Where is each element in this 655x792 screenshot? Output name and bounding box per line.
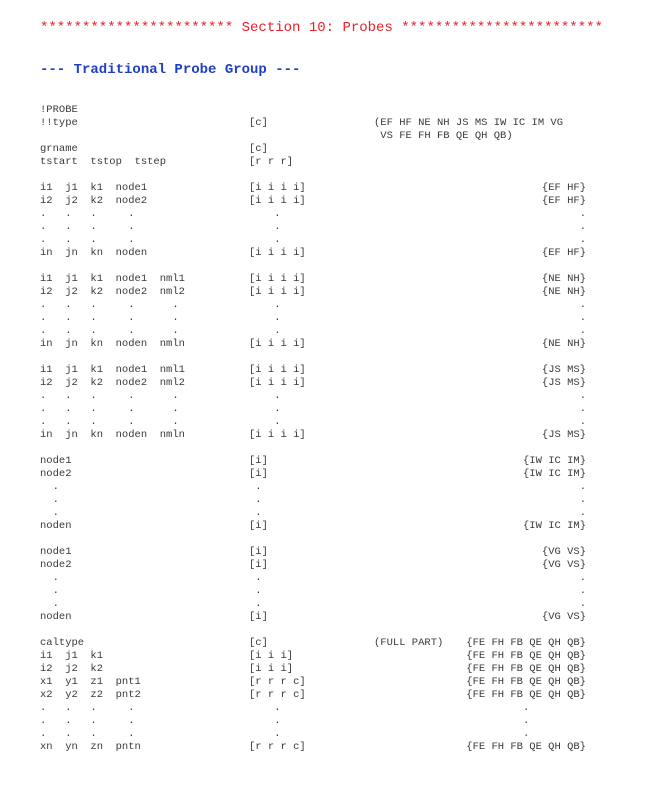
spec-line-params: node2 xyxy=(40,468,72,480)
spec-line-params: . . . . xyxy=(40,221,135,233)
spec-line-flags: {JS MS} xyxy=(541,364,586,376)
spec-line-params: . xyxy=(40,585,59,597)
spec-line-types: [i] xyxy=(249,559,268,571)
spec-line-params: !!type xyxy=(40,117,78,129)
spec-line-params: x2 y2 z2 pnt2 xyxy=(40,689,141,701)
spec-line-flags: {IW IC IM} xyxy=(522,468,586,480)
spec-line-params: x1 y1 z1 pnt1 xyxy=(40,676,141,688)
spec-line-types: [i] xyxy=(249,468,268,480)
spec-line-params: grname xyxy=(40,143,78,155)
spec-line-types: [i i i i] xyxy=(249,364,306,376)
spec-line-params: node2 xyxy=(40,559,72,571)
spec-line-types: [i] xyxy=(249,455,268,467)
spec-line-params: i1 j1 k1 node1 xyxy=(40,182,148,194)
spec-line-flags: . xyxy=(579,390,586,402)
spec-line-types: [i i i] xyxy=(249,650,294,662)
spec-line-params: noden xyxy=(40,520,72,532)
spec-line-params: i2 j2 k2 node2 nml2 xyxy=(40,286,185,298)
spec-line-flags: . xyxy=(579,299,586,311)
spec-line-types: . xyxy=(249,312,281,324)
spec-line-params: tstart tstop tstep xyxy=(40,156,167,168)
spec-line-types: . xyxy=(249,572,262,584)
spec-line-flags: . xyxy=(522,728,586,740)
spec-line-params: in jn kn noden xyxy=(40,247,148,259)
spec-line-params: . . . . xyxy=(40,234,135,246)
spec-line-params: . xyxy=(40,598,59,610)
spec-line-types: . xyxy=(249,403,281,415)
spec-line-flags: {FE FH FB QE QH QB} xyxy=(466,676,586,688)
probe-group-subtitle: --- Traditional Probe Group --- xyxy=(40,62,301,78)
spec-line-flags: {NE NH} xyxy=(541,338,586,350)
spec-line-flags: {FE FH FB QE QH QB} xyxy=(466,689,586,701)
spec-line-types: . xyxy=(249,494,262,506)
spec-line-types: [i] xyxy=(249,611,268,623)
spec-line-types: [r r r c] xyxy=(249,676,306,688)
spec-line-options: VS FE FH FB QE QH QB) xyxy=(374,130,513,142)
spec-line-params: i2 j2 k2 node2 nml2 xyxy=(40,377,185,389)
spec-line-params: !PROBE xyxy=(40,104,78,116)
spec-line-flags: {NE NH} xyxy=(541,286,586,298)
spec-line-flags: . xyxy=(579,325,586,337)
spec-line-params: . . . . . xyxy=(40,403,179,415)
spec-line-types: [i i i i] xyxy=(249,182,306,194)
spec-line-options: (EF HF NE NH JS MS IW IC IM VG xyxy=(374,117,564,129)
spec-line-flags: {VG VS} xyxy=(541,611,586,623)
spec-line-params: i2 j2 k2 node2 xyxy=(40,195,148,207)
spec-line-params: i1 j1 k1 xyxy=(40,650,104,662)
spec-line-flags: . xyxy=(579,416,586,428)
spec-line-types: . xyxy=(249,507,262,519)
spec-line-flags: . xyxy=(579,494,586,506)
spec-line-params: . . . . xyxy=(40,728,135,740)
spec-line-flags: {FE FH FB QE QH QB} xyxy=(466,650,586,662)
spec-line-flags: {IW IC IM} xyxy=(522,520,586,532)
spec-line-params: . . . . . xyxy=(40,312,179,324)
spec-line-flags: . xyxy=(579,221,586,233)
spec-line-types: . xyxy=(249,728,281,740)
spec-line-types: . xyxy=(249,234,281,246)
spec-line-params: . xyxy=(40,494,59,506)
spec-line-params: . . . . . xyxy=(40,325,179,337)
spec-line-types: [r r r c] xyxy=(249,741,306,753)
spec-line-types: [r r r c] xyxy=(249,689,306,701)
spec-line-types: . xyxy=(249,325,281,337)
spec-line-params: . xyxy=(40,481,59,493)
spec-line-types: [i i i i] xyxy=(249,377,306,389)
spec-line-params: caltype xyxy=(40,637,85,649)
spec-line-types: [i i i i] xyxy=(249,429,306,441)
spec-line-flags: . xyxy=(579,312,586,324)
spec-line-flags: . xyxy=(522,702,586,714)
spec-line-types: [i i i i] xyxy=(249,195,306,207)
spec-line-types: . xyxy=(249,481,262,493)
spec-line-types: . xyxy=(249,221,281,233)
spec-line-options: (FULL PART) xyxy=(374,637,444,649)
spec-line-params: . . . . xyxy=(40,208,135,220)
spec-line-types: . xyxy=(249,598,262,610)
spec-line-flags: {FE FH FB QE QH QB} xyxy=(466,663,586,675)
spec-line-types: [r r r] xyxy=(249,156,294,168)
spec-line-flags: . xyxy=(579,208,586,220)
section-title: *********************** Section 10: Probes ************************ xyxy=(40,20,603,36)
spec-line-types: . xyxy=(249,416,281,428)
spec-line-flags: {FE FH FB QE QH QB} xyxy=(466,637,586,649)
spec-line-flags: {VG VS} xyxy=(541,559,586,571)
spec-line-flags: {EF HF} xyxy=(541,247,586,259)
spec-line-flags: . xyxy=(579,481,586,493)
spec-line-params: . . . . . xyxy=(40,390,179,402)
spec-line-flags: {FE FH FB QE QH QB} xyxy=(466,741,586,753)
spec-line-flags: {EF HF} xyxy=(541,182,586,194)
spec-line-flags: {NE NH} xyxy=(541,273,586,285)
spec-line-types: [c] xyxy=(249,143,268,155)
spec-line-params: node1 xyxy=(40,455,72,467)
spec-line-flags: {VG VS} xyxy=(541,546,586,558)
spec-line-types: [i] xyxy=(249,546,268,558)
spec-line-params: . xyxy=(40,507,59,519)
spec-line-params: in jn kn noden nmln xyxy=(40,338,185,350)
spec-line-types: [c] xyxy=(249,637,268,649)
spec-line-flags: {JS MS} xyxy=(541,429,586,441)
spec-line-params: noden xyxy=(40,611,72,623)
spec-line-types: . xyxy=(249,702,281,714)
spec-line-flags: {EF HF} xyxy=(541,195,586,207)
spec-line-params: . . . . . xyxy=(40,299,179,311)
spec-line-params: . xyxy=(40,572,59,584)
spec-line-flags: {JS MS} xyxy=(541,377,586,389)
spec-line-params: . . . . . xyxy=(40,416,179,428)
spec-line-params: i1 j1 k1 node1 nml1 xyxy=(40,364,185,376)
spec-line-params: xn yn zn pntn xyxy=(40,741,141,753)
spec-line-types: [i i i i] xyxy=(249,338,306,350)
spec-line-types: [i i i i] xyxy=(249,273,306,285)
spec-line-params: node1 xyxy=(40,546,72,558)
spec-line-flags: . xyxy=(579,403,586,415)
spec-line-flags: {IW IC IM} xyxy=(522,455,586,467)
spec-line-types: [i] xyxy=(249,520,268,532)
spec-line-types: [i i i] xyxy=(249,663,294,675)
spec-line-types: . xyxy=(249,585,262,597)
spec-line-flags: . xyxy=(522,715,586,727)
spec-line-flags: . xyxy=(579,507,586,519)
spec-line-flags: . xyxy=(579,585,586,597)
spec-line-flags: . xyxy=(579,234,586,246)
spec-line-params: in jn kn noden nmln xyxy=(40,429,185,441)
spec-line-flags: . xyxy=(579,598,586,610)
spec-line-types: . xyxy=(249,390,281,402)
spec-line-params: . . . . xyxy=(40,715,135,727)
spec-line-flags: . xyxy=(579,572,586,584)
spec-line-params: i1 j1 k1 node1 nml1 xyxy=(40,273,185,285)
spec-line-types: . xyxy=(249,715,281,727)
spec-line-types: [i i i i] xyxy=(249,286,306,298)
spec-line-types: . xyxy=(249,208,281,220)
spec-line-params: i2 j2 k2 xyxy=(40,663,104,675)
spec-line-types: [c] xyxy=(249,117,268,129)
spec-line-types: . xyxy=(249,299,281,311)
spec-line-params: . . . . xyxy=(40,702,135,714)
spec-line-types: [i i i i] xyxy=(249,247,306,259)
